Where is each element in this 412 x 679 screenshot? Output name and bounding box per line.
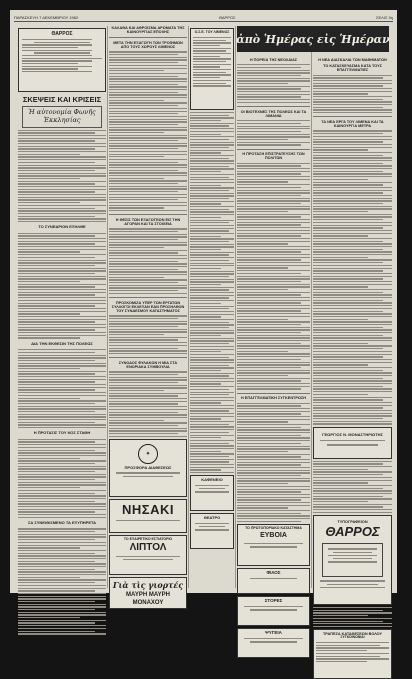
logo-icon: ✦ bbox=[138, 444, 158, 464]
ad-title: ΕΥΒΟΙΑ bbox=[260, 531, 287, 539]
headline: Η ΠΡΟΤΑΣΙΣ ΤΟΥ ΚΟΣ ΣΤΑΘΗ bbox=[33, 430, 91, 436]
bank-box bbox=[313, 629, 392, 679]
column-2 bbox=[109, 26, 187, 607]
ad-title: ΨΥΓΕΙΑ bbox=[265, 630, 282, 636]
masthead-title: ΘΑΡΡΟΣ bbox=[51, 31, 73, 37]
headline: ΤΟ ΚΑΤΑΣΚΕΥΑΣΜΑ ΚΑΤΑ ΤΟΥΣ ΕΠΑΓΓΕΛΜΑΤΙΕΣ bbox=[323, 64, 382, 73]
column-rule bbox=[107, 26, 108, 588]
column-rule bbox=[311, 26, 312, 588]
headline: ΔΙΑ ΤΗΝ ΕΚΘΕΣΙΝ ΤΗΣ ΠΟΛΕΩΣ bbox=[31, 340, 93, 346]
name-box bbox=[313, 427, 392, 459]
ad-subtitle: ΤΟ ΠΡΩΤΟΠΟΡΙΑΚΟ ΚΑΤΑΣΤΗΜΑ bbox=[245, 526, 302, 531]
ad-title: ΠΡΟΣΦΟΡΑ ΔΙΑΘΕΣΕΩΣ bbox=[124, 465, 172, 471]
column-4 bbox=[237, 56, 310, 636]
ad-title: ΝΗΣΑΚΙ bbox=[122, 502, 174, 518]
page-header bbox=[14, 13, 393, 22]
box-subtitle: ΣΥΓΚΟΙΝΩΝΙΑΙ bbox=[340, 635, 365, 640]
headline: ΚΑΛΑΘΑ ΚΑΙ ΑΘΡΟΙΣΜΑ ΑΡΩΜΑΤΑ ΤΗΣ ΚΑΙΝΟΥΡΓΙΑΣ ΕΠΟΧΗΣ bbox=[111, 26, 185, 35]
ad-subtitle: ΤΟ ΕΞΑΙΡΕΤΙΚΟ ΕΣΤΙΑΤΟΡΙΟ bbox=[123, 537, 173, 542]
ad-liptol bbox=[109, 535, 187, 575]
ad-title: ΛΙΠΤΟΛ bbox=[129, 541, 167, 553]
ad-offer bbox=[109, 439, 187, 497]
header-title: ΘΑΡΡΟΣ bbox=[218, 14, 236, 20]
section-title: ΣΚΕΨΕΙΣ ΚΑΙ ΚΡΙΣΕΙΣ bbox=[22, 95, 102, 104]
column-banner: ἀπὸ Ἡμέρας εἰς Ἡμέραν bbox=[237, 26, 389, 52]
headline: Η ΠΟΡΕΙΑ ΤΗΣ ΝΕΟΛΑΙΑΣ bbox=[249, 58, 298, 62]
column-1 bbox=[18, 26, 106, 588]
masthead-box bbox=[18, 28, 106, 92]
column-5 bbox=[313, 56, 392, 640]
box-title: ΓΕΩΡΓΙΟΣ Ν. ΜΟΝΑΣΤΗΡΙΩΤΗΣ bbox=[322, 431, 383, 437]
headline: Η ΕΠΑΓΓΕΛΜΑΤΙΚΗ ΣΥΓΚΕΝΤΡΩΣΗ bbox=[241, 396, 306, 401]
ad-title: ΚΑΦΕΝΕΙΟ bbox=[201, 477, 223, 483]
box-title: Ο.Σ.Ε. ΤΟΥ ΛΙΜΕΝΟΣ bbox=[194, 30, 230, 34]
ad-fridges bbox=[237, 628, 310, 658]
headline: ΤΑ ΝΕΑ ΕΡΓΑ ΤΟΥ ΛΙΜΕΝΑ ΚΑΙ ΤΑ ΚΑΙΝΟΥΡΓΙΑ ΜΕΤΡΑ bbox=[321, 120, 384, 129]
ad-evia bbox=[237, 524, 310, 566]
headline: ΟΙ ΒΙΟΤΕΧΝΕΣ ΤΗΣ ΠΟΛΕΩΣ ΚΑΙ ΤΑ ΛΙΜΑΝΙΑ bbox=[240, 109, 307, 118]
ad-subtitle: ΜΑΥΡΗ ΜΑΥΡΗ ΜΟΝΑΧΟΥ bbox=[126, 592, 170, 607]
headline: ΤΟ ΣΥΝΕΔΡΙΟΝ ΕΞΗΛΘΕ bbox=[38, 224, 86, 230]
ad-nisaki bbox=[109, 499, 187, 533]
headline: ΣΥΝΟΔΟΣ ΦΥΛΑΚΩΝ Η ΜΙΑ ΣΤΑ ΕΝΟΡΙΑΚΑ ΣΥΜΒΟΥΛΙΑ bbox=[118, 360, 178, 370]
feature-title-box bbox=[22, 106, 102, 128]
newspaper-page bbox=[10, 10, 397, 640]
headline: Η ΠΡΟΤΑΣΗ ΕΠΙΣΤΡΑΤΕΥΣΗΣ ΤΩΝ ΠΟΛΙΤΩΝ bbox=[242, 152, 305, 161]
headline: ΠΡΟΣΚΟΜΙΖΑ ΥΠΕΡ ΤΩΝ ΕΡΓΑΤΩΝ ΣΥΛΛΟΓΟΙ ΕΚΛΕΞΑΝ ΕΑΝ ΠΡΟΣΗΛΘΟΝ ΤΟΥ ΣΥΝΔΕΣΜΟΥ ΚΑΤΑΣΤΗΜΑΤΟΣ bbox=[111, 300, 185, 314]
ad-holidays bbox=[109, 577, 187, 609]
headline: ΜΕΤΑ ΤΗΝ ΕΞΑΓΩΓΗ ΤΩΝ ΤΡΟΦΙΜΩΝ ΑΠΟ ΤΟΥΣ ΧΩΡΟΥΣ ΛΙΜΕΝΟΣ bbox=[113, 41, 183, 50]
column-rule bbox=[235, 26, 236, 588]
schedule-box bbox=[190, 28, 234, 110]
headline: ΣΑ ΣΥΝΕΙΘΙΣΜΕΝΟ ΤΑ ΕΞΥΠΗΡΕΤΑ bbox=[27, 520, 97, 526]
ad-stores bbox=[237, 596, 310, 626]
ad-title: Γιὰ τὶς γιορτές bbox=[112, 580, 184, 591]
header-date: ΠΑΡΑΣΚΕΥΗ 7 ΔΕΚΕΜΒΡΙΟΥ 1962 bbox=[14, 14, 79, 20]
ad-theatre bbox=[190, 513, 234, 549]
column-rule bbox=[188, 26, 189, 588]
ad-subtitle: ΤΥΠΟΓΡΑΦΕΙΟΝ bbox=[337, 520, 368, 525]
ad-title: ΘΑΡΡΟΣ bbox=[325, 524, 380, 540]
ad-title: ΘΕΑΤΡΟ bbox=[203, 515, 221, 521]
ad-inner-box bbox=[322, 543, 383, 577]
ad-filos bbox=[237, 568, 310, 594]
ad-printshop bbox=[313, 515, 392, 605]
feature-title: Ἡ αὐτονομία Φωνῆς Ἐκκλησίας bbox=[28, 108, 96, 124]
header-page: ΣΕΛΙΣ 3η bbox=[376, 14, 393, 20]
box-title: ΤΡΑΠΕΖΑ ΚΑΤΑΘΕΣΕΩΝ ΒΟΛΟΥ bbox=[322, 632, 383, 637]
ad-title: ΦΙΛΟΣ bbox=[266, 570, 281, 576]
headline: Η ΝΕΑ ΔΙΑΣΚΑΛΙΑ ΤΩΝ ΜΑΘΗΜΑΤΩΝ bbox=[318, 58, 387, 62]
headline: Η ΘΕΣΙΣ ΤΩΝ ΕΞΑΓΩΓΕΩΝ ΕΙΣ ΤΗΝ ΑΓΟΡΑΝ ΚΑΙ ΤΑ ΣΤΟΙΧΕΙΑ bbox=[115, 217, 181, 227]
ad-cafe bbox=[190, 475, 234, 511]
ad-title: ΣΤΟΡΕΣ bbox=[264, 598, 283, 604]
column-3 bbox=[190, 26, 234, 588]
